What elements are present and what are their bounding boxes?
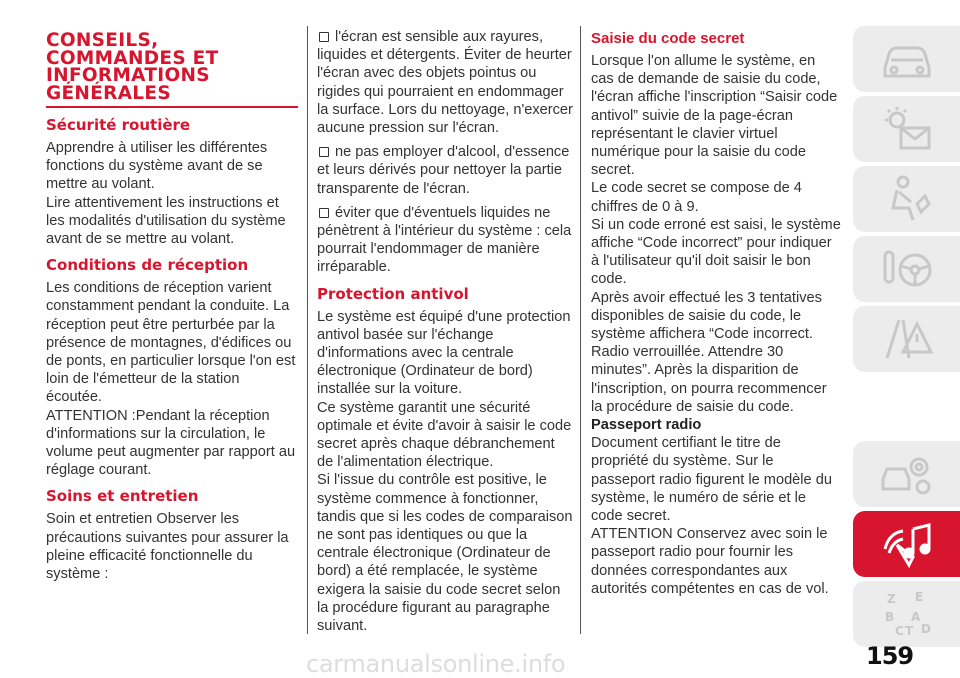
index-letter: B: [884, 610, 894, 624]
bullet-item: [317, 143, 573, 198]
paragraph: Le système est équipé d'une protection antivol basée sur l'échange d'informations avec la centrale électronique (Ordinateur de bord) installée sur la voiture.: [317, 308, 571, 398]
bullet-text: ne pas employer d'alcool, d'essence et leurs dérivés pour nettoyer la partie transparente de l'écran.: [317, 144, 570, 197]
bullet-item: [317, 204, 573, 277]
chapter-title: CONSEILS, COMMANDES ET INFORMATIONS GÉNÉRALES: [46, 32, 298, 108]
checkbox-bullet-icon: [319, 147, 329, 157]
index-letter: D: [920, 622, 931, 636]
heading-road-safety: Sécurité routière: [46, 116, 191, 134]
paragraph: Soin et entretien Observer les précautions suivantes pour assurer la pleine efficacité fonctionnelle du système :: [46, 511, 289, 583]
tab-maintenance[interactable]: [853, 441, 960, 507]
column-2: [317, 28, 573, 635]
paragraph: Si un code erroné est saisi, le système affiche “Code incorrect” pour indiquer à l'utilisateur qu'il doit saisir le bon code.: [591, 216, 841, 288]
bullet-item: [317, 28, 573, 137]
multimedia-icon: [879, 519, 935, 569]
paragraph: Si l'issue du contrôle est positive, le système commence à fonctionner, tandis que si les codes de comparaison ne sont pas identiques ou que la centrale électronique (Ordinateur de bord) a été remplacée, le système exigera la saisie du code secret selon la procédure figurant au paragraphe suivant.: [317, 472, 573, 635]
index-letter: T: [904, 624, 913, 638]
heading-care: Soins et entretien: [46, 487, 199, 506]
page-number: 159: [866, 642, 914, 670]
heading-antitheft: Protection antivol: [317, 284, 469, 303]
tab-multimedia[interactable]: [853, 511, 960, 577]
column-3: [591, 28, 841, 598]
paragraph: ATTENTION Conservez avec soin le passeport radio pour fournir les données correspondantes aux autorités compétentes en cas de vol.: [591, 526, 829, 597]
car-maintenance-icon: [879, 449, 935, 499]
alphabetical-index-icon: [879, 589, 935, 639]
road-warning-icon: [879, 314, 935, 364]
column-1: [46, 28, 298, 583]
car-icon: [879, 34, 935, 84]
tab-safety[interactable]: [853, 166, 960, 232]
checkbox-bullet-icon: [319, 32, 329, 42]
index-letter: Z: [886, 592, 896, 606]
label-radio-passport: Passeport radio: [591, 417, 702, 434]
chapter-tabs: [853, 26, 960, 648]
tab-warning-lights[interactable]: [853, 96, 960, 162]
index-letter: C: [894, 624, 904, 638]
paragraph: Les conditions de réception varient constamment pendant la conduite. La réception peut être perturbée par la présence de montagnes, d'édifices ou de ponts, en particulier lorsque l'on est loin de l'émetteur de la station écoutée.: [46, 280, 296, 406]
warning-lights-icon: [879, 104, 935, 154]
paragraph: ATTENTION :Pendant la réception d'informations sur la circulation, le volume peut augmenter par rapport au réglage courant.: [46, 407, 296, 479]
paragraph: Apprendre à utiliser les différentes fonctions du système avant de se mettre au volant.: [46, 140, 268, 193]
checkbox-bullet-icon: [319, 208, 329, 218]
paragraph: Document certifiant le titre de propriété du système. Sur le passeport radio figurent le modèle du système, le numéro de série et le code secret.: [591, 435, 832, 525]
paragraph: Lire attentivement les instructions et les modalités d'utilisation du système avant de se mettre au volant.: [46, 194, 286, 248]
tab-starting-driving[interactable]: [853, 236, 960, 302]
index-letter: A: [910, 610, 920, 624]
paragraph: Après avoir effectué les 3 tentatives disponibles de saisie du code, le système affichera “Code incorrect. Radio verrouillée. Attendre 30 minutes”. Après la disparition de l'inscription, on pourra recommencer la procédure de saisie du code.: [591, 289, 827, 415]
key-steering-wheel-icon: [879, 244, 935, 294]
airbag-seat-icon: [879, 174, 935, 224]
heading-reception: Conditions de réception: [46, 256, 249, 275]
index-letter: E: [914, 590, 923, 604]
tab-index[interactable]: [853, 581, 960, 647]
bullet-text: éviter que d'éventuels liquides ne pénètrent à l'intérieur du système : cela pourrait l'endommager de manière irréparable.: [317, 204, 572, 276]
column-divider: [580, 26, 581, 634]
paragraph: Lorsque l'on allume le système, en cas de demande de saisie du code, l'écran affiche l'inscription “Saisir code antivol” suivie de la page-écran représentant le clavier virtuel numérique pour la saisie du code secret.: [591, 53, 838, 179]
paragraph: Ce système garantit une sécurité optimale et évite d'avoir à saisir le code secret après chaque débranchement de l'alimentation électrique.: [317, 399, 572, 471]
bullet-text: l'écran est sensible aux rayures, liquides et détergents. Éviter de heurter l'écran avec des objets pointus ou rigides qui pourraient en endommager la surface. Lors du nettoyage, n'exercer aucune pression sur l'écran.: [317, 29, 573, 137]
column-divider: [307, 26, 308, 634]
watermark: carmanualsonline.info: [306, 650, 566, 678]
heading-code-entry: Saisie du code secret: [591, 30, 745, 47]
tab-dashboard[interactable]: [853, 26, 960, 92]
tab-emergency[interactable]: [853, 306, 960, 372]
paragraph: Le code secret se compose de 4 chiffres de 0 à 9.: [591, 180, 802, 215]
